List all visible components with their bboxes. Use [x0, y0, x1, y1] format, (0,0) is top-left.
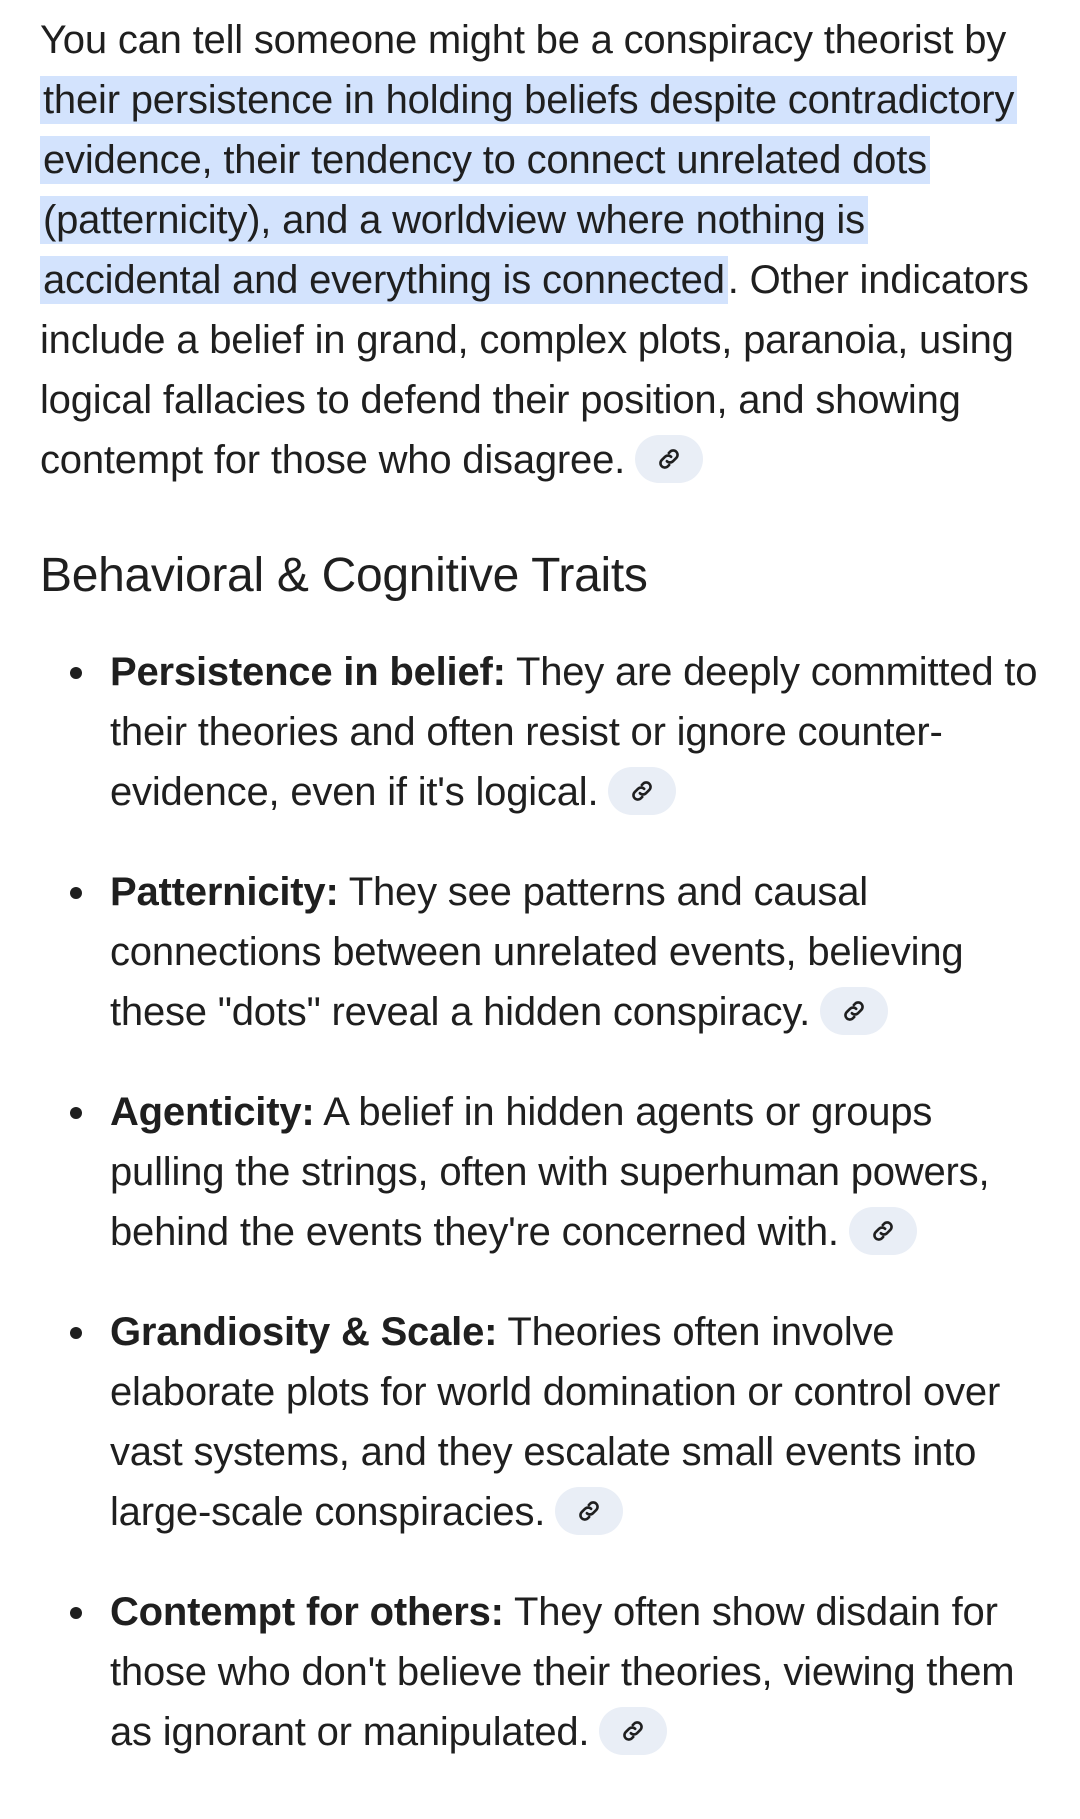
trait-description: A belief in hidden agents or groups pulling the strings, often with superhuman powers, behind the events they're concerned with.: [110, 1090, 990, 1254]
source-link-chip[interactable]: [608, 767, 676, 815]
trait-term: Agenticity:: [110, 1090, 315, 1134]
source-link-chip[interactable]: [635, 435, 703, 483]
trait-description: They often show disdain for those who don't believe their theories, viewing them as ignorant or manipulated.: [110, 1590, 1015, 1754]
trait-description: They are deeply committed to their theories and often resist or ignore counter-evidence, even if it's logical.: [110, 650, 1038, 814]
link-icon: [629, 778, 655, 804]
source-link-chip[interactable]: [555, 1487, 623, 1535]
list-item: [40, 1582, 1040, 1762]
list-item: [40, 1302, 1040, 1542]
traits-list: [40, 642, 1040, 1762]
source-link-chip[interactable]: [849, 1207, 917, 1255]
link-icon: [620, 1718, 646, 1744]
intro-rest-text: . Other indicators include a belief in grand, complex plots, paranoia, using logical fallacies to defend their position, and showing contempt for those who disagree.: [40, 258, 1029, 482]
link-icon: [870, 1218, 896, 1244]
trait-term: Grandiosity & Scale:: [110, 1310, 498, 1354]
trait-term: Persistence in belief:: [110, 650, 506, 694]
intro-lead-text: You can tell someone might be a conspiracy theorist by: [40, 18, 1007, 62]
list-item: [40, 642, 1040, 822]
section-heading: Behavioral & Cognitive Traits: [40, 549, 648, 602]
trait-description: Theories often involve elaborate plots for world domination or control over vast systems, and they escalate small events into large-scale conspiracies.: [110, 1310, 1001, 1534]
trait-term: Patternicity:: [110, 870, 339, 914]
highlighted-text[interactable]: their persistence in holding beliefs despite contradictory evidence, their tendency to connect unrelated dots (patternicity), and a worldview where nothing is accidental and everything is connected: [40, 76, 1017, 304]
link-icon: [841, 998, 867, 1024]
source-link-chip[interactable]: [820, 987, 888, 1035]
intro-paragraph: [40, 10, 1040, 490]
link-icon: [576, 1498, 602, 1524]
list-item: [40, 1082, 1040, 1262]
list-item: [40, 862, 1040, 1042]
source-link-chip[interactable]: [599, 1707, 667, 1755]
trait-description: They see patterns and causal connections between unrelated events, believing these "dots" reveal a hidden conspiracy.: [110, 870, 964, 1034]
link-icon: [656, 446, 682, 472]
trait-term: Contempt for others:: [110, 1590, 504, 1634]
